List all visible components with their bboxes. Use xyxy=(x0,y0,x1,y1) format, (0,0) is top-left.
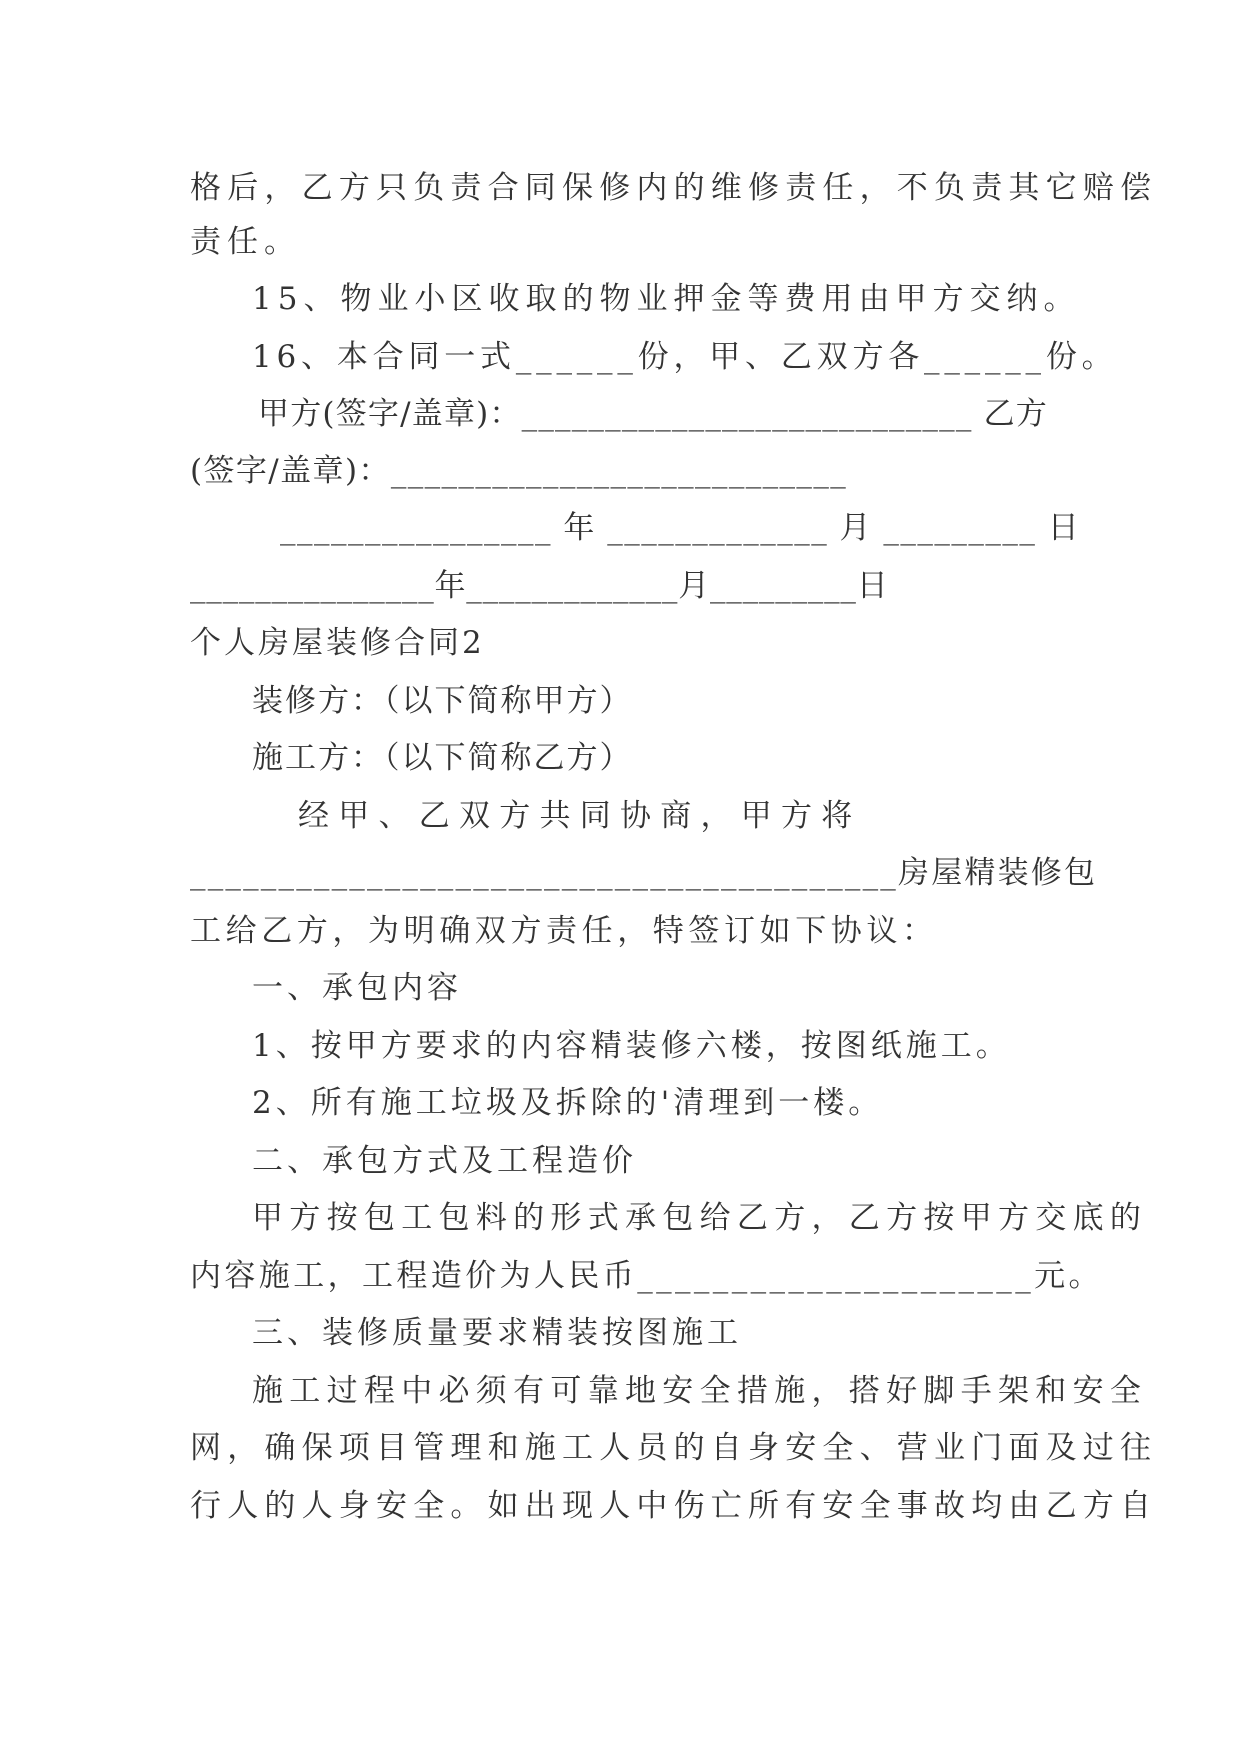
section-1-item-2: 2、所有施工垃圾及拆除的'清理到一楼。 xyxy=(252,1085,884,1121)
section-1-item-1: 1、按甲方要求的内容精装修六楼，按图纸施工。 xyxy=(252,1028,1011,1064)
date-line-2: _______________年_____________月_________日 xyxy=(190,568,889,604)
party-b-signature-line: (签字/盖章)：___________________________ xyxy=(190,453,848,489)
document-heading: 个人房屋装修合同2 xyxy=(190,625,485,661)
section-3-line-3: 行人的人身安全。如出现人中伤亡所有安全事故均由乙方自 xyxy=(190,1488,1158,1524)
clause-15: 15、物业小区收取的物业押金等费用由甲方交纳。 xyxy=(252,281,1081,317)
paragraph-line-1 xyxy=(190,168,1158,208)
date-line-1: ________________ 年 _____________ 月 _________ 日 xyxy=(280,510,1081,546)
justified-text: 格后，乙方只负责合同保修内的维修责任，不负责其它赔偿 xyxy=(190,170,1158,206)
party-a-signature-line: 甲方(签字/盖章)：___________________________ 乙方 xyxy=(258,396,1048,432)
section-heading-3: 三、装修质量要求精装按图施工 xyxy=(252,1315,742,1351)
clause-16: 16、本合同一式______份，甲、乙双方各______份。 xyxy=(252,339,1118,375)
section-2-line-1: 甲方按包工包料的形式承包给乙方，乙方按甲方交底的 xyxy=(252,1200,1148,1236)
intro-line-2: ________________________________________房屋精装修包 xyxy=(190,855,1098,891)
section-heading-1: 一、承包内容 xyxy=(252,970,462,1006)
section-3-line-2: 网，确保项目管理和施工人员的自身安全、营业门面及过往 xyxy=(190,1430,1158,1466)
section-heading-2: 二、承包方式及工程造价 xyxy=(252,1143,637,1179)
decorator-party: 装修方：（以下简称甲方） xyxy=(252,683,633,719)
intro-line-1: 经 甲 、 乙 双 方 共 同 协 商 ， 甲 方 将 xyxy=(298,798,853,834)
section-3-line-1: 施工过程中必须有可靠地安全措施，搭好脚手架和安全 xyxy=(252,1373,1148,1409)
construction-party: 施工方：（以下简称乙方） xyxy=(252,740,633,776)
paragraph-line-2: 责任。 xyxy=(190,224,301,260)
section-2-line-2: 内容施工，工程造价为人民币_____________________元。 xyxy=(190,1258,1103,1294)
intro-line-3: 工给乙方，为明确双方责任，特签订如下协议： xyxy=(190,913,938,949)
